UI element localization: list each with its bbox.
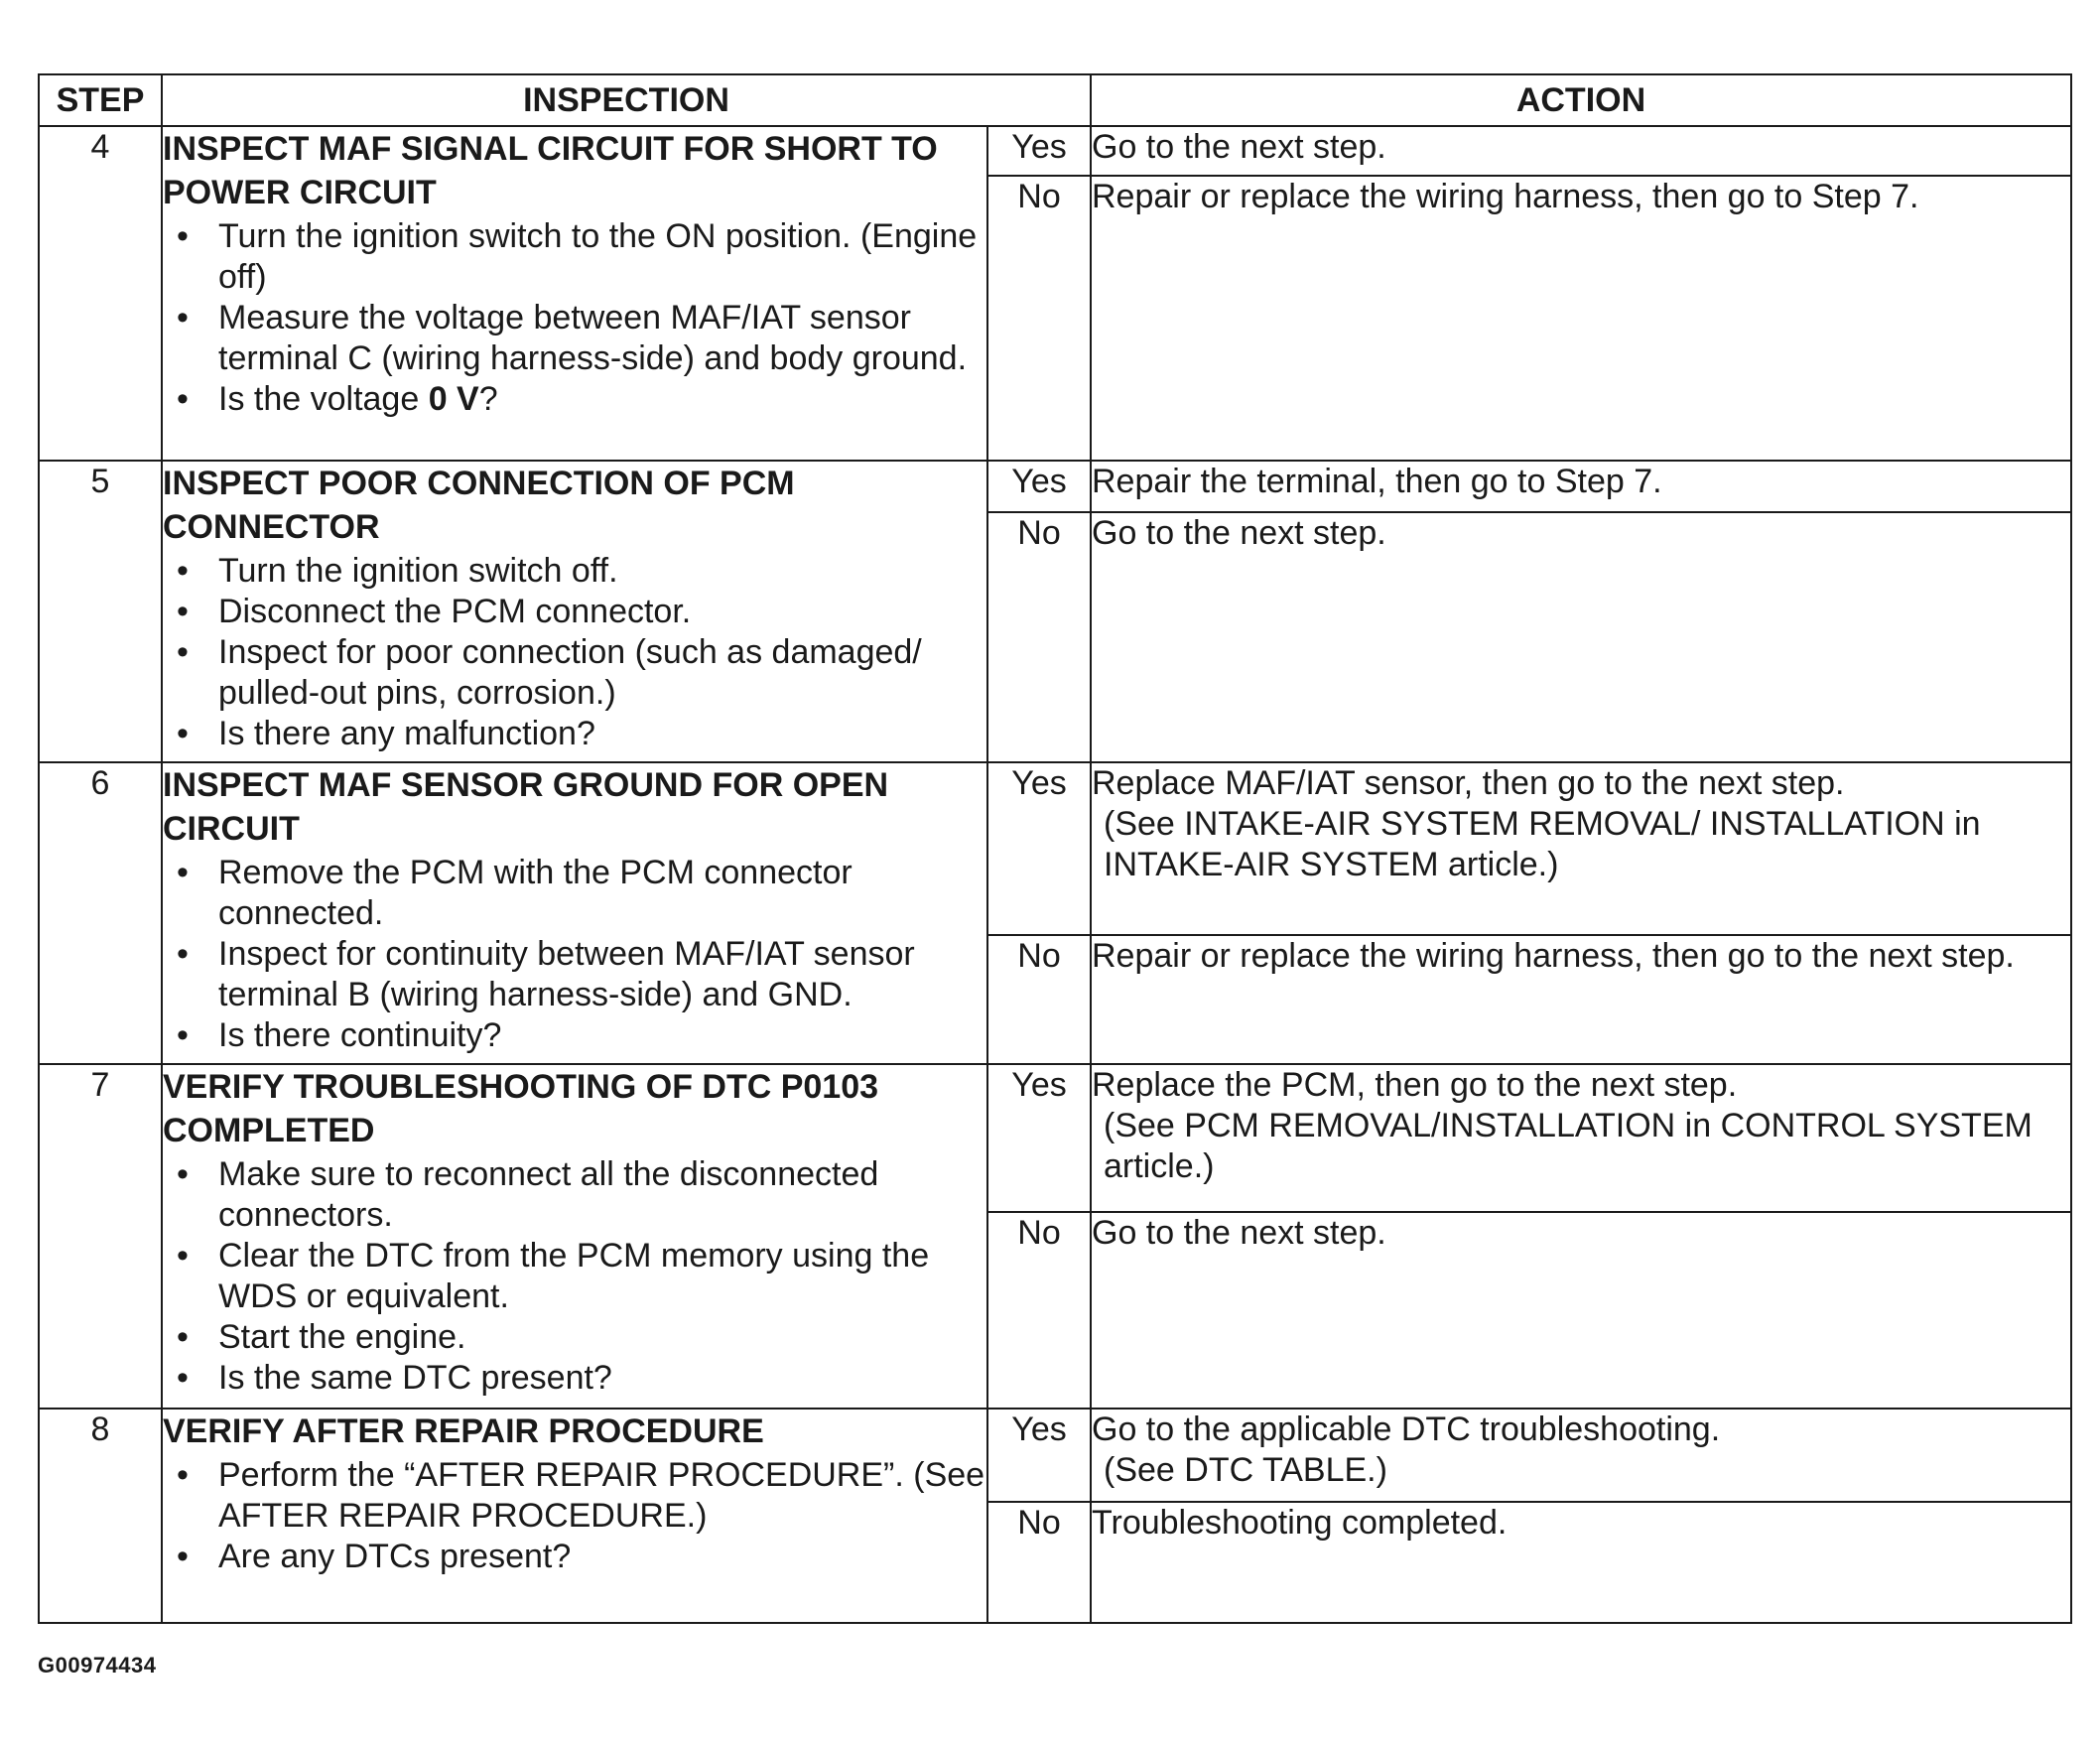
list-item: • Inspect for poor connection (such as damaged/ pulled-out pins, corrosion.) (163, 632, 986, 714)
step-number: 8 (39, 1409, 162, 1623)
no-label: No (987, 1502, 1091, 1623)
list-item: • Are any DTCs present? (163, 1537, 986, 1577)
yes-action: Go to the applicable DTC troubleshooting. (1092, 1410, 1721, 1448)
yes-action: Replace the PCM, then go to the next step. (1092, 1066, 1738, 1104)
header-step: STEP (39, 74, 162, 126)
inspection-cell (162, 461, 987, 762)
table-row (39, 126, 2071, 176)
list-item: • Make sure to reconnect all the disconnected connectors. (163, 1154, 986, 1236)
list-item: • Disconnect the PCM connector. (163, 592, 986, 632)
step-number: 7 (39, 1064, 162, 1409)
inspection-cell (162, 126, 987, 461)
list-item: • Is the same DTC present? (163, 1358, 986, 1399)
yes-action-cell (1091, 1409, 2071, 1502)
check-list (163, 551, 986, 754)
yes-label: Yes (987, 1064, 1091, 1212)
list-item: • Perform the “AFTER REPAIR PROCEDURE”. (See AFTER REPAIR PROCEDURE.) (163, 1455, 986, 1537)
check-list (163, 1154, 986, 1399)
yes-action: Replace MAF/IAT sensor, then go to the next step. (1092, 764, 1845, 802)
no-label: No (987, 1212, 1091, 1409)
inspection-title: INSPECT MAF SENSOR GROUND FOR OPEN CIRCUIT (163, 766, 889, 848)
list-item: • Turn the ignition switch to the ON position. (Engine off) (163, 216, 986, 298)
yes-label: Yes (987, 126, 1091, 176)
yes-action-cell (1091, 1064, 2071, 1212)
table-row (39, 762, 2071, 935)
inspection-cell (162, 762, 987, 1064)
inspection-cell (162, 1409, 987, 1623)
check-list (163, 853, 986, 1056)
inspection-title: VERIFY AFTER REPAIR PROCEDURE (163, 1412, 764, 1450)
list-item: • Inspect for continuity between MAF/IAT sensor terminal B (wiring harness-side) and GND. (163, 934, 986, 1015)
list-item: • Turn the ignition switch off. (163, 551, 986, 592)
yes-action: Repair the terminal, then go to Step 7. (1091, 461, 2071, 512)
no-label: No (987, 176, 1091, 461)
article-reference: (See DTC TABLE.) (1104, 1451, 1387, 1489)
yes-action-cell (1091, 762, 2071, 935)
list-item: • Is there any malfunction? (163, 714, 986, 754)
no-action: Go to the next step. (1091, 1212, 2071, 1409)
table-row (39, 461, 2071, 512)
table-row (39, 1409, 2071, 1502)
article-reference: (See PCM REMOVAL/INSTALLATION in CONTROL SYSTEM article.) (1104, 1107, 2033, 1185)
header-inspection: INSPECTION (162, 74, 1091, 126)
no-label: No (987, 935, 1091, 1064)
step-number: 5 (39, 461, 162, 762)
list-item: • Remove the PCM with the PCM connector connected. (163, 853, 986, 934)
yes-label: Yes (987, 762, 1091, 935)
yes-action: Go to the next step. (1091, 126, 2071, 176)
list-item: • Start the engine. (163, 1317, 986, 1358)
procedure-page (38, 73, 2070, 1624)
list-item (163, 379, 986, 420)
list-item: • Is there continuity? (163, 1015, 986, 1056)
inspection-title: INSPECT MAF SIGNAL CIRCUIT FOR SHORT TO POWER CIRCUIT (163, 130, 938, 211)
list-item: • Measure the voltage between MAF/IAT sensor terminal C (wiring harness-side) and body ground. (163, 298, 986, 379)
inspection-cell (162, 1064, 987, 1409)
check-tail: ? (478, 380, 498, 418)
check-text: Is the voltage (218, 380, 420, 418)
step-number: 4 (39, 126, 162, 461)
yes-label: Yes (987, 461, 1091, 512)
inspection-title: VERIFY TROUBLESHOOTING OF DTC P0103 COMPLETED (163, 1068, 879, 1149)
yes-label: Yes (987, 1409, 1091, 1502)
list-item: • Clear the DTC from the PCM memory using the WDS or equivalent. (163, 1236, 986, 1317)
figure-id: G00974434 (38, 1653, 157, 1678)
no-action: Repair or replace the wiring harness, then go to Step 7. (1091, 176, 2071, 461)
voltage-value: 0 V (428, 380, 479, 418)
no-action: Go to the next step. (1091, 512, 2071, 762)
table-row (39, 1064, 2071, 1212)
header-action: ACTION (1091, 74, 2071, 126)
no-label: No (987, 512, 1091, 762)
check-list (163, 1455, 986, 1577)
step-number: 6 (39, 762, 162, 1064)
no-action: Troubleshooting completed. (1091, 1502, 2071, 1623)
troubleshooting-table (38, 73, 2072, 1624)
no-action: Repair or replace the wiring harness, then go to the next step. (1091, 935, 2071, 1064)
header-row (39, 74, 2071, 126)
check-list (163, 216, 986, 420)
inspection-title: INSPECT POOR CONNECTION OF PCM CONNECTOR (163, 465, 795, 546)
article-reference: (See INTAKE-AIR SYSTEM REMOVAL/ INSTALLATION in INTAKE-AIR SYSTEM article.) (1104, 805, 1981, 883)
